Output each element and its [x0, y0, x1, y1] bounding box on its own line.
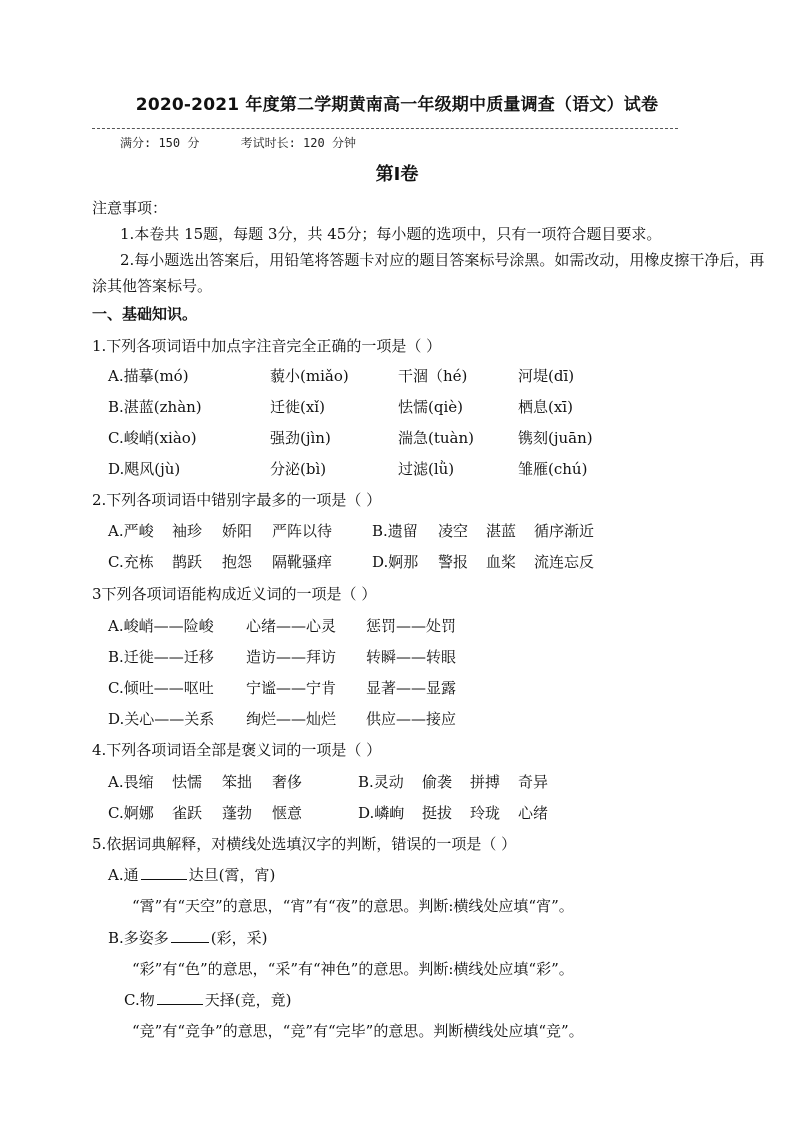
option-text: B.遗留 — [372, 522, 418, 540]
fill-explanation: “彩”有“色”的意思，“采”有“神色”的意思。判断:横线处应填“彩”。 — [132, 960, 574, 978]
option-text: 惩罚——处罚 — [366, 617, 457, 635]
option-text: 循序渐近 — [534, 522, 595, 540]
notice-heading: 注意事项： — [92, 199, 168, 217]
option-text: 心绪 — [518, 804, 549, 822]
option-text: 显著——显露 — [366, 679, 457, 697]
option-text: C.倾吐——呕吐 — [108, 679, 214, 697]
option-text: 惬意 — [272, 804, 303, 822]
option-text: D.飓风(jù) — [108, 460, 181, 478]
notice-item-1: 1.本卷共 15题，每题 3分，共 45分；每小题的选项中，只有一项符合题目要求。 — [120, 225, 662, 243]
notice-item-2: 2.每小题选出答案后，用铅笔将答题卡对应的题目答案标号涂黑。如需改动，用橡皮擦干净后，再 — [120, 251, 765, 269]
option-text: D.嶙峋 — [358, 804, 405, 822]
option-text: D.婀那 — [372, 553, 419, 571]
option-text: D.关心——关系 — [108, 710, 215, 728]
option-text: 笨拙 — [222, 773, 253, 791]
option-text: C.婀娜 — [108, 804, 154, 822]
option-text: 鹊跃 — [172, 553, 203, 571]
option-text: 造访——拜访 — [246, 648, 337, 666]
volume-title: 第Ⅰ卷 — [375, 164, 419, 185]
fill-item-prefix: C.物 — [124, 991, 155, 1009]
question-stem: 2.下列各项词语中错别字最多的一项是（ ） — [92, 491, 382, 509]
section-heading: 一、基础知识。 — [92, 305, 198, 323]
fill-item-suffix: (彩，采) — [210, 929, 268, 947]
option-text: A.严峻 — [108, 522, 154, 540]
option-text: 雀跃 — [172, 804, 203, 822]
fill-item-prefix: B.多姿多 — [108, 929, 169, 947]
option-text: 奇异 — [518, 773, 549, 791]
option-text: 抱怨 — [222, 553, 253, 571]
fill-item-prefix: A.通 — [108, 866, 139, 884]
option-text: 干涸（hé) — [398, 367, 468, 385]
option-text: B.灵动 — [358, 773, 404, 791]
blank-line — [141, 865, 187, 880]
option-text: 流连忘反 — [534, 553, 595, 571]
option-text: 宁谧——宁肯 — [246, 679, 337, 697]
option-text: A.描摹(mó) — [108, 367, 189, 385]
option-text: 偷袭 — [422, 773, 453, 791]
option-text: 血桨 — [486, 553, 517, 571]
fill-item — [108, 865, 275, 885]
option-text: 隔靴骚痒 — [272, 553, 333, 571]
option-text: 怯懦 — [172, 773, 203, 791]
option-text: 绚烂——灿烂 — [246, 710, 337, 728]
fill-explanation: “霄”有“天空”的意思，“宵”有“夜”的意思。判断:横线处应填“宵”。 — [132, 897, 574, 915]
option-text: C.充栋 — [108, 553, 154, 571]
option-text: 过滤(lǜ) — [398, 460, 455, 478]
fill-item-suffix: 达旦(霄，宵) — [188, 866, 276, 884]
fill-explanation: “竞”有“竞争”的意思，“竞”有“完毕”的意思。判断横线处应填“竞”。 — [132, 1022, 584, 1040]
question-stem: 3下列各项词语能构成近义词的一项是（ ） — [92, 585, 377, 603]
blank-line — [157, 990, 203, 1005]
fill-item — [108, 928, 268, 948]
option-text: 袖珍 — [172, 522, 203, 540]
option-text: A.畏缩 — [108, 773, 154, 791]
option-text: 河堤(dī) — [518, 367, 575, 385]
option-text: 严阵以待 — [272, 522, 333, 540]
option-text: 心绪——心灵 — [246, 617, 337, 635]
exam-duration: 考试时长: 120 分钟 — [240, 136, 356, 150]
option-text: A.峻峭——险峻 — [108, 617, 214, 635]
option-text: B.湛蓝(zhàn) — [108, 398, 202, 416]
option-text: B.迁徙——迁移 — [108, 648, 214, 666]
notice-item-2-cont: 涂其他答案标号。 — [92, 277, 213, 295]
option-text: 奢侈 — [272, 773, 303, 791]
option-text: 玲珑 — [470, 804, 501, 822]
option-text: 娇阳 — [222, 522, 253, 540]
option-text: 供应——接应 — [366, 710, 457, 728]
option-text: 拼搏 — [470, 773, 501, 791]
option-text: 镌刻(juān) — [518, 429, 593, 447]
option-text: 蓬勃 — [222, 804, 253, 822]
exam-title: 2020-2021 年度第二学期黄南高一年级期中质量调查（语文）试卷 — [135, 95, 659, 115]
option-text: 栖息(xī) — [518, 398, 573, 416]
question-stem: 5.依据词典解释，对横线处选填汉字的判断，错误的一项是（ ） — [92, 835, 517, 853]
option-text: 挺拔 — [422, 804, 453, 822]
header-divider — [92, 128, 678, 129]
option-text: 怯懦(qiè) — [398, 398, 463, 416]
option-text: 转瞬——转眼 — [366, 648, 457, 666]
option-text: 强劲(jìn) — [270, 429, 331, 447]
option-text: 湛蓝 — [486, 522, 517, 540]
option-text: 迁徙(xǐ) — [270, 398, 325, 416]
fill-item — [124, 990, 291, 1010]
exam-meta — [120, 134, 390, 151]
question-stem: 1.下列各项词语中加点字注音完全正确的一项是（ ） — [92, 337, 442, 355]
option-text: 藐小(miǎo) — [270, 367, 349, 385]
option-text: 警报 — [438, 553, 469, 571]
blank-line — [171, 928, 209, 943]
fill-item-suffix: 天择(竞，竟) — [204, 991, 292, 1009]
question-stem: 4.下列各项词语全部是褒义词的一项是（ ） — [92, 741, 382, 759]
full-score: 满分: 150 分 — [120, 136, 200, 150]
option-text: 湍急(tuàn) — [398, 429, 474, 447]
option-text: 雏雁(chú) — [518, 460, 588, 478]
option-text: 凌空 — [438, 522, 469, 540]
option-text: C.峻峭(xiào) — [108, 429, 197, 447]
option-text: 分泌(bì) — [270, 460, 327, 478]
